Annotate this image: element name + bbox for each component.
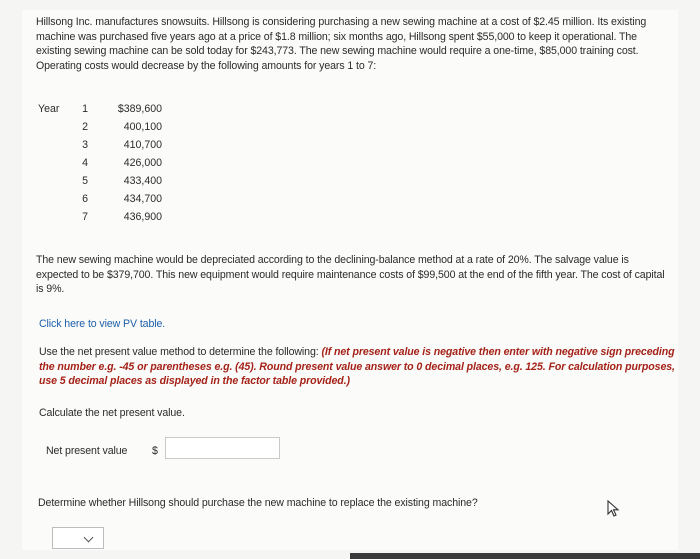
determine-question: Determine whether Hillsong should purchase the new machine to replace the existing machine? xyxy=(38,497,478,509)
savings-amount: 400,100 xyxy=(123,121,162,133)
year-number: 6 xyxy=(82,193,88,205)
year-label xyxy=(38,154,68,172)
year-number: 4 xyxy=(82,157,88,169)
year-label: Year xyxy=(38,103,60,115)
savings-amount: 426,000 xyxy=(123,157,162,169)
year-number: 3 xyxy=(82,139,88,151)
savings-amount: $389,600 xyxy=(117,103,162,115)
savings-amount: 436,900 xyxy=(123,211,162,223)
savings-row xyxy=(38,172,162,190)
chevron-down-icon xyxy=(84,533,94,543)
instructions-text: Use the net present value method to determine the following: xyxy=(39,346,322,358)
pv-table-link[interactable]: Click here to view PV table. xyxy=(39,318,166,330)
year-label xyxy=(38,190,68,208)
year-number: 1 xyxy=(82,103,88,115)
year-number: 5 xyxy=(82,175,88,187)
year-label xyxy=(38,118,68,136)
savings-amount: 434,700 xyxy=(123,193,162,205)
savings-row xyxy=(38,118,162,136)
npv-input[interactable] xyxy=(165,437,280,459)
instructions-emphasis: (If net present value is negative then enter with negative sign preceding the number e.g. -45 or parentheses e.g. (45). Round present value answer to 0 decimal places, e.g. 125. For calculation purposes, use 5 decimal places as displayed in the factor table provided.) xyxy=(39,346,675,387)
savings-row xyxy=(38,190,162,208)
decision-dropdown[interactable] xyxy=(52,527,104,549)
savings-amount: 410,700 xyxy=(123,139,162,151)
npv-label: Net present value xyxy=(46,445,128,457)
calculate-label: Calculate the net present value. xyxy=(39,407,185,419)
year-label xyxy=(38,208,68,226)
cost-savings-table xyxy=(38,100,162,226)
currency-symbol: $ xyxy=(152,445,158,457)
savings-row xyxy=(38,154,162,172)
year-label xyxy=(38,172,68,190)
problem-intro: Hillsong Inc. manufactures snowsuits. Hillsong is considering purchasing a new sewing machine at a cost of $2.45 million. Its existing machine was purchased five years ago at a price of $1.8 million; six months ago, Hillsong spent $55,000 to keep it operational. The existing sewing machine can be sold today for $243,773. The new sewing machine would require a one-time, $85,000 training cost. Operating costs would decrease by the following amounts for years 1 to 7: xyxy=(36,16,647,72)
year-label xyxy=(38,136,68,154)
year-number: 2 xyxy=(82,121,88,133)
savings-row xyxy=(38,208,162,226)
savings-row xyxy=(38,100,162,118)
mouse-pointer-icon xyxy=(607,500,621,518)
year-number: 7 xyxy=(82,211,88,223)
depreciation-text: The new sewing machine would be depreciated according to the declining-balance method at a rate of 20%. The salvage value is expected to be $379,700. This new equipment would require maintenance costs of $99,500 at the end of the fifth year. The cost of capital is 9%. xyxy=(36,254,665,295)
instructions xyxy=(39,345,675,389)
window-bottom-bar xyxy=(350,553,700,559)
savings-row xyxy=(38,136,162,154)
savings-amount: 433,400 xyxy=(123,175,162,187)
